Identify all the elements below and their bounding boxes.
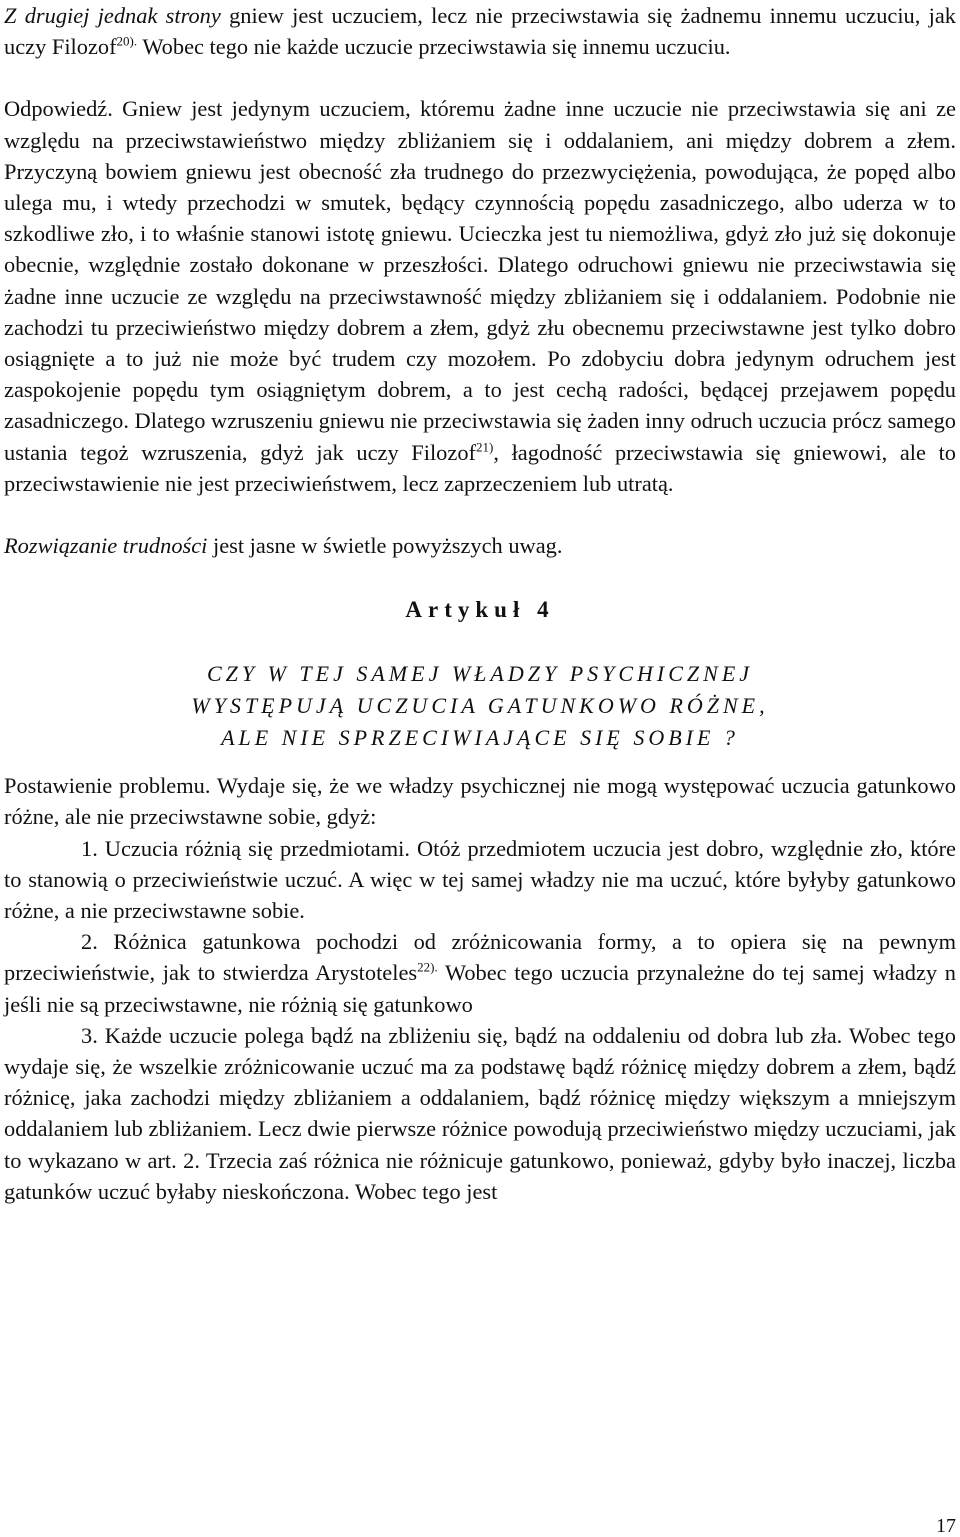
paragraph-solution <box>4 530 956 561</box>
paragraph-objection-reply <box>4 0 956 62</box>
paragraph-text: Wobec tego nie każde uczucie przeciwstawia się innemu uczuciu. <box>137 34 731 60</box>
paragraph-problem <box>4 770 956 832</box>
paragraph-text: Wobec tego uczucia przynależne do tej samej władzy n jeśli nie są przeciwstawne, nie różnią się gatunkowo <box>4 960 956 1017</box>
question-line: ALE NIE SPRZECIWIAJĄCE SIĘ SOBIE ? <box>221 725 739 751</box>
question-line: WYSTĘPUJĄ UCZUCIA GATUNKOWO RÓŻNE, <box>191 693 769 719</box>
footnote-ref: 22). <box>417 960 438 975</box>
paragraph-point-3: 3. Każde uczucie polega bądź na zbliżeniu się, bądź na oddaleniu od dobra lub zła. Wobec tego wydaje się, że wszelkie zróżnicowanie uczuć ma za podstawę bądź różnicę między dobrem a złem, bądź różnicę, jaka zachodzi między zbliżaniem a oddalaniem, bądź różnicę między większym a mniejszym oddalaniem lub zbliżaniem. Lecz dwie pierwsze różnice powodują przeciwieństwo między uczuciami, jak to wykazano w art. 2. Trzecia zaś różnica nie różnicuje gatunkowo, ponieważ, gdyby było inaczej, liczba gatunków uczuć byłaby nieskończona. Wobec tego jest <box>4 1022 956 1204</box>
article-question <box>4 658 956 754</box>
paragraph-text: Wydaje się, że we władzy psychicznej nie mogą występować uczucia gatunkowo różne, ale nie przeciwstawne sobie, gdyż: <box>4 773 956 830</box>
paragraph-point-1: 1. Uczucia różnią się przedmiotami. Otóż przedmiotem uczucia jest dobro, względnie zło, które to stanowią o przeciwieństwie uczuć. A więc w tej samej władzy nie ma uczuć, które byłyby gatunkowo różne, a nie przeciwstawne sobie. <box>4 835 956 924</box>
italic-lead: Rozwiązanie trudności <box>4 533 208 559</box>
paragraph-text: gniew jest uczuciem, lecz nie przeciwstawia się żadnemu innemu uczuciu, jak uczy Filozof <box>4 3 956 60</box>
paragraph-text: jest jasne w świetle powyższych uwag. <box>207 533 563 559</box>
page-number: 17 <box>936 1515 956 1537</box>
italic-lead: Z drugiej jednak strony <box>4 3 221 28</box>
paragraph-text: Gniew jest jedynym uczuciem, któremu żadne inne uczucie nie przeciwstawia się ani ze względu na przeciwstawieństwo między zbliżaniem się i oddalaniem, ani między dobrem a złem. Przyczyną bowiem gniewu jest obecność zła trudnego do przezwyciężenia, powodująca, że popęd albo ulega mu, i wtedy przechodzi w smutek, będący czynnością popędu zasadniczego, albo uderza w to szkodliwe zło, i to właśnie stanowi istotę gniewu. Ucieczka jest tu niemożliwa, gdyż zło już się dokonuje obecnie, względnie zostało dokonane w przeszłości. Dlatego odruchowi gniewu nie przeciwstawia się żadne inne uczucie ze względu na przeciwstawność między zbliżaniem się i oddalaniem. Podobnie nie zachodzi tu przeciwieństwo między dobrem a złem, gdyż złu obecnemu przeciwstawne jest tylko dobro osiągnięte a to już nie może być trudem czy mozołem. Po zdobyciu dobra jedynym odruchem jest zaspokojenie popędu tym osiągniętym dobrem, a to jest cechą radości, będącej przejawem popędu zasadniczego. Dlatego wzruszeniu gniewu nie przeciwstawia się żaden inny odruch uczucia prócz samego ustania tegoż wzruszenia, gdyż jak uczy Filozof <box>4 96 956 465</box>
footnote-ref: 21) <box>475 439 494 455</box>
answer-lead: Odpowiedź. <box>4 96 113 122</box>
problem-lead: Postawienie problemu. <box>4 773 211 799</box>
paragraph-answer <box>4 93 956 499</box>
paragraph-point-2 <box>4 926 956 1020</box>
paragraph-text: , łagodność przeciwstawia się gniewowi, ale to przeciwstawienie nie jest przeciwieństwem, lecz zaprzeczeniem lub utratą. <box>4 439 956 496</box>
article-heading: Artykuł 4 <box>405 597 555 623</box>
document-page <box>4 0 956 1207</box>
paragraph-text: 2. Różnica gatunkowa pochodzi od zróżnicowania formy, a to opiera się na pewnym przeciwieństwie, jak to stwierdza Arystoteles <box>4 929 956 986</box>
footnote-ref: 20). <box>116 33 138 49</box>
question-line: CZY W TEJ SAMEJ WŁADZY PSYCHICZNEJ <box>206 661 754 687</box>
